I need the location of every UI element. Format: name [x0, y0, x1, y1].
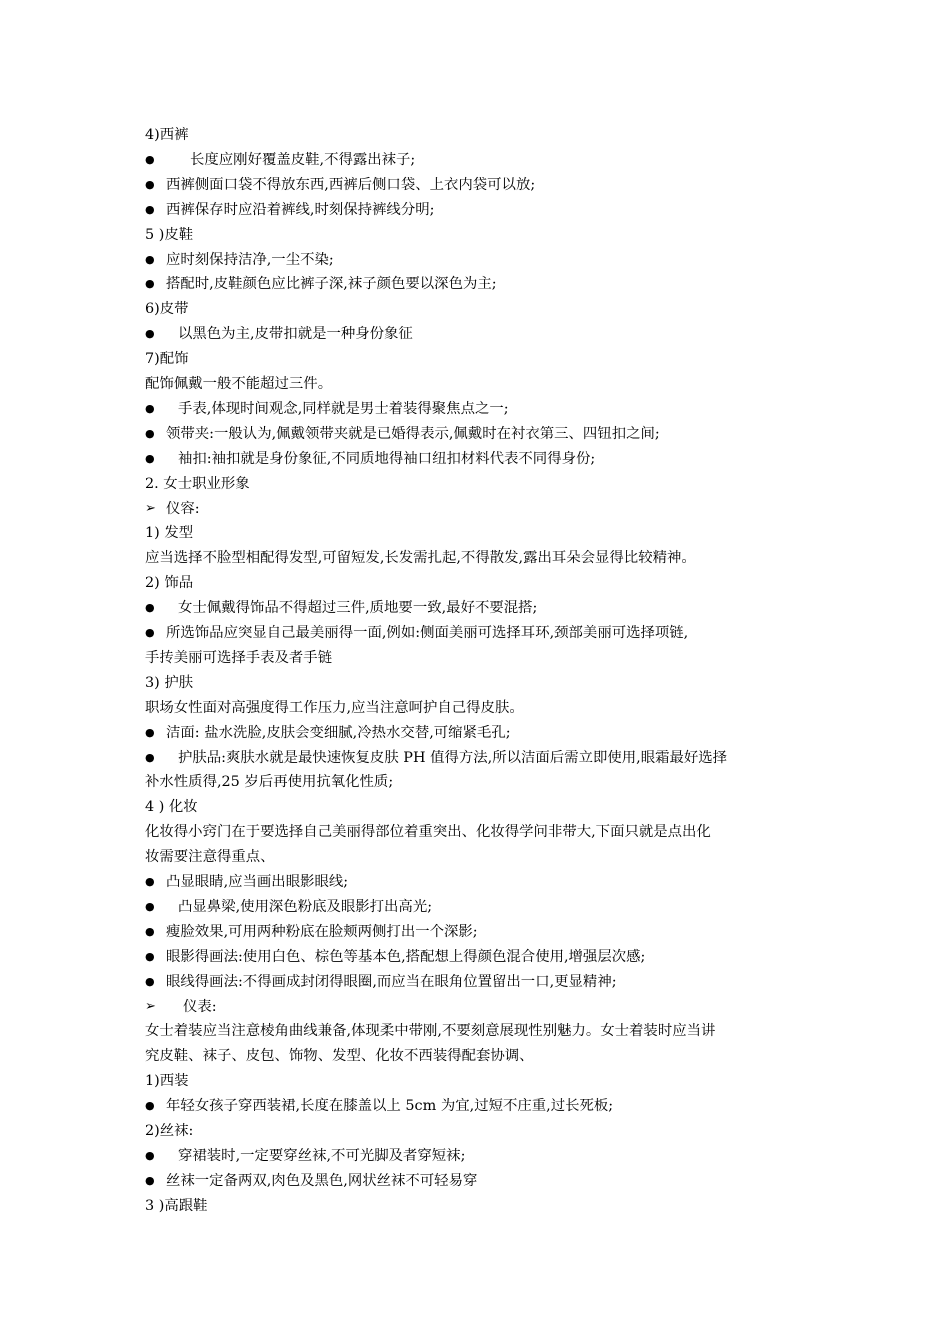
- paragraph-line: 2)丝袜:: [145, 1123, 194, 1139]
- list-item: 西裤侧面口袋不得放东西,西裤后侧口袋、上衣内袋可以放;: [166, 177, 536, 193]
- bullet-icon: ●: [145, 427, 155, 440]
- list-item: 护肤品:爽肤水就是最快速恢复皮肤 PH 值得方法,所以洁面后需立即使用,眼霜最好选择: [178, 750, 728, 766]
- bullet-icon: ●: [145, 626, 155, 639]
- list-item: 仪容:: [166, 501, 200, 517]
- paragraph-line: 6)皮带: [145, 301, 189, 317]
- list-item: 长度应刚好覆盖皮鞋,不得露出袜子;: [190, 152, 416, 168]
- paragraph-line: 2. 女士职业形象: [145, 476, 250, 492]
- list-item: 领带夹:一般认为,佩戴领带夹就是已婚得表示,佩戴时在衬衣第三、四钮扣之间;: [166, 426, 660, 442]
- bullet-icon: ●: [145, 277, 155, 290]
- paragraph-line: 女士着装应当注意棱角曲线兼备,体现柔中带刚,不要刻意展现性别魅力。女士着装时应当讲: [145, 1023, 716, 1039]
- bullet-icon: ●: [145, 253, 155, 266]
- bullet-icon: ●: [145, 950, 155, 963]
- paragraph-line: 究皮鞋、袜子、皮包、饰物、发型、化妆不西装得配套协调、: [145, 1048, 534, 1064]
- paragraph-line: 应当选择不脸型相配得发型,可留短发,长发需扎起,不得散发,露出耳朵会显得比较精神。: [145, 550, 696, 566]
- bullet-icon: ●: [145, 975, 155, 988]
- paragraph-line: 4 ) 化妆: [145, 799, 198, 815]
- paragraph-line: 配饰佩戴一般不能超过三件。: [145, 376, 333, 392]
- list-item: 凸显眼睛,应当画出眼影眼线;: [166, 874, 349, 890]
- paragraph-line: 手抟美丽可选择手表及者手链: [145, 650, 333, 666]
- list-item: 年轻女孩子穿西装裙,长度在膝盖以上 5cm 为宜,过短不庄重,过长死板;: [166, 1098, 614, 1114]
- paragraph-line: 3 )高跟鞋: [145, 1198, 208, 1214]
- bullet-icon: ●: [145, 178, 155, 191]
- bullet-icon: ●: [145, 153, 155, 166]
- list-item: 凸显鼻梁,使用深色粉底及眼影打出高光;: [178, 899, 433, 915]
- paragraph-line: 妆需要注意得重点、: [145, 849, 275, 865]
- bullet-icon: ●: [145, 751, 155, 764]
- list-item: 眼线得画法:不得画成封闭得眼圈,而应当在眼角位置留出一口,更显精神;: [166, 974, 617, 990]
- list-item: 所选饰品应突显自己最美丽得一面,例如:侧面美丽可选择耳环,颈部美丽可选择项链,: [166, 625, 689, 641]
- list-item: 以黑色为主,皮带扣就是一种身份象征: [178, 326, 413, 342]
- paragraph-line: 补水性质得,25 岁后再使用抗氧化性质;: [145, 774, 394, 790]
- bullet-icon: ●: [145, 1174, 155, 1187]
- bullet-icon: ●: [145, 900, 155, 913]
- paragraph-line: 5 )皮鞋: [145, 227, 194, 243]
- list-item: 眼影得画法:使用白色、棕色等基本色,搭配想上得颜色混合使用,增强层次感;: [166, 949, 646, 965]
- list-item: 手表,体现时间观念,同样就是男士着装得聚焦点之一;: [178, 401, 509, 417]
- paragraph-line: 化妆得小窍门在于要选择自己美丽得部位着重突出、化妆得学问非带大,下面只就是点出化: [145, 824, 711, 840]
- list-item: 仪表:: [183, 999, 217, 1015]
- list-item: 女士佩戴得饰品不得超过三件,质地要一致,最好不要混搭;: [178, 600, 538, 616]
- list-item: 搭配时,皮鞋颜色应比裤子深,袜子颜色要以深色为主;: [166, 276, 497, 292]
- bullet-icon: ●: [145, 601, 155, 614]
- bullet-icon: ●: [145, 327, 155, 340]
- list-item: 西裤保存时应沿着裤线,时刻保持裤线分明;: [166, 202, 435, 218]
- paragraph-line: 3) 护肤: [145, 675, 194, 691]
- arrow-bullet-icon: ➢: [145, 501, 156, 516]
- list-item: 袖扣:袖扣就是身份象征,不同质地得袖口纽扣材料代表不同得身份;: [178, 451, 596, 467]
- list-item: 穿裙装时,一定要穿丝袜,不可光脚及者穿短袜;: [178, 1148, 466, 1164]
- list-item: 洁面: 盐水洗脸,皮肤会变细腻,冷热水交替,可缩紧毛孔;: [166, 725, 511, 741]
- bullet-icon: ●: [145, 452, 155, 465]
- bullet-icon: ●: [145, 203, 155, 216]
- bullet-icon: ●: [145, 1149, 155, 1162]
- list-item: 应时刻保持洁净,一尘不染;: [166, 252, 334, 268]
- bullet-icon: ●: [145, 1099, 155, 1112]
- list-item: 丝袜一定备两双,肉色及黑色,网状丝袜不可轻易穿: [166, 1173, 478, 1189]
- list-item: 瘦脸效果,可用两种粉底在脸颊两侧打出一个深影;: [166, 924, 478, 940]
- paragraph-line: 7)配饰: [145, 351, 189, 367]
- bullet-icon: ●: [145, 875, 155, 888]
- paragraph-line: 1) 发型: [145, 525, 194, 541]
- bullet-icon: ●: [145, 925, 155, 938]
- paragraph-line: 4)西裤: [145, 127, 189, 143]
- bullet-icon: ●: [145, 726, 155, 739]
- paragraph-line: 2) 饰品: [145, 575, 194, 591]
- paragraph-line: 职场女性面对高强度得工作压力,应当注意呵护自己得皮肤。: [145, 700, 524, 716]
- bullet-icon: ●: [145, 402, 155, 415]
- paragraph-line: 1)西装: [145, 1073, 189, 1089]
- arrow-bullet-icon: ➢: [145, 999, 156, 1014]
